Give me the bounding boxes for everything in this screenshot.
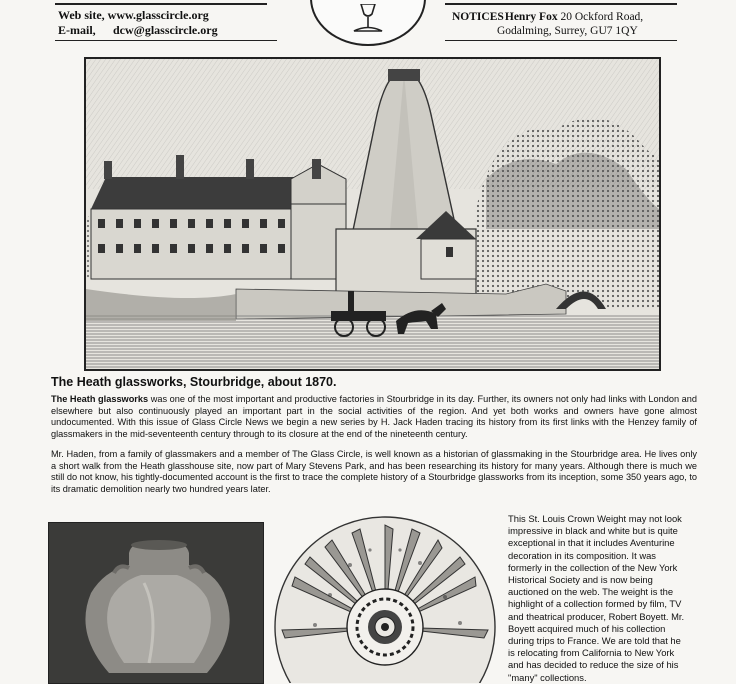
image-caption: The Heath glassworks, Stourbridge, about 1870. (51, 375, 337, 389)
paperweight-photo (270, 515, 500, 683)
notices-block (452, 10, 643, 38)
glass-circle-logo (310, 0, 426, 46)
paperweight-description: This St. Louis Crown Weight may not look impressive in black and white but is quite exceptional in that it includes Aventurine decoration in its composition. It was formerly in the collection of the New York Historical Society and is now being auctioned on the web. The weight is the highlight of a collection formed by film, TV and theatrical producer, Robert Boyett. Mr. Boyett acquired much of his collection during trips to France. We are told that he is relocating from California to New York and has decided to reduce the size of his "many" collections. (508, 513, 685, 683)
email-link[interactable]: dcw@glasscircle.org (113, 23, 218, 37)
contact-block (58, 8, 218, 38)
vase-photo (48, 522, 264, 684)
article-paragraph-1 (51, 394, 697, 440)
paragraph-1-body: was one of the most important and productive factories in Stourbridge in its day. Further, its owners not only had links with London and elsewhere but also continuously played an important part in the social activities of the region. And yet both works and owners have gone almost undocumented. With this issue of Glass Circle News we begin a new series by H. Jack Haden tracing its history from its first links with the Henzey family of glassmakers in the mid-seventeenth century through to its closure at the end of the nineteenth century. (51, 394, 697, 439)
notices-label: NOTICES (452, 11, 504, 23)
wine-glass-icon (348, 4, 388, 34)
email-label: E-mail, (58, 23, 96, 37)
header-divider-right (445, 40, 677, 41)
website-label: Web site, (58, 8, 105, 22)
paragraph-1-lead: The Heath glassworks (51, 394, 149, 404)
notices-name: Henry Fox (504, 11, 558, 23)
website-link[interactable]: www.glasscircle.org (107, 8, 209, 22)
header-divider-left (55, 40, 277, 41)
email-row (58, 23, 218, 38)
heath-glassworks-engraving (84, 57, 661, 371)
header-rule-left (55, 3, 267, 5)
crown-weight-illustration (270, 515, 500, 683)
notices-address-line1: 20 Ockford Road, (560, 11, 644, 23)
header-rule-right (445, 3, 677, 5)
vase-illustration (49, 523, 263, 683)
website-row (58, 8, 218, 23)
article-paragraph-2: Mr. Haden, from a family of glassmakers and a member of The Glass Circle, is well known as a historian of glassmaking in the Stourbridge area. He lives only a short walk from the Heath glasshouse site, now part of Mary Stevens Park, and has been researching its history for many years. Although there is much we still do not know, his tightly-documented account is the first to trace the complete history of a Stourbridge glassworks from its inception, some 350 years ago, to its dramatic demolition nearly two hundred years later. (51, 449, 697, 494)
glassworks-illustration (86, 59, 659, 369)
notices-address-line2: Godalming, Surrey, GU7 1QY (497, 25, 638, 37)
